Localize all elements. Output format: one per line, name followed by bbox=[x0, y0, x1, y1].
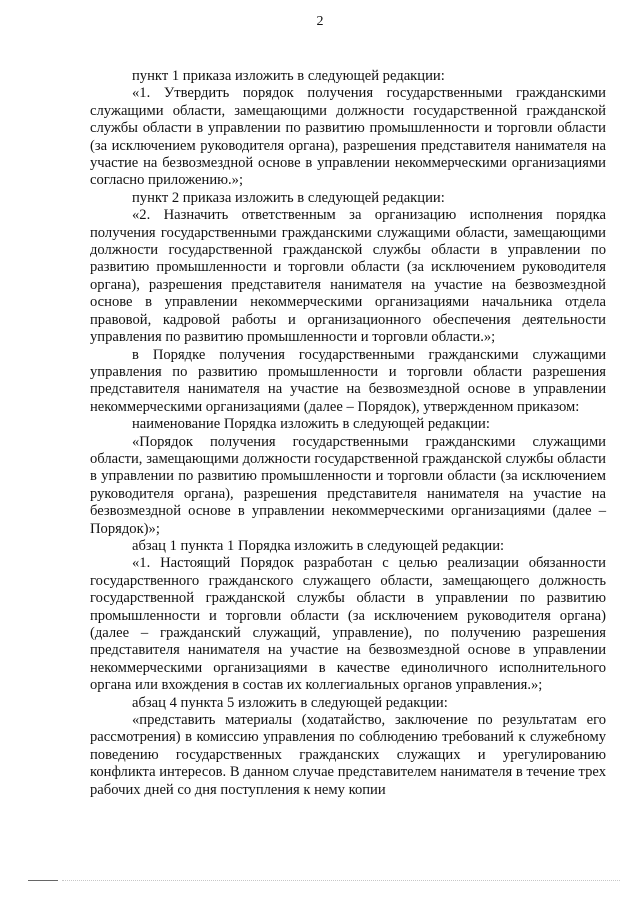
page-number: 2 bbox=[316, 14, 324, 29]
paragraph: абзац 1 пункта 1 Порядка изложить в следующей редакции: bbox=[132, 537, 505, 554]
paragraph: наименование Порядка изложить в следующей редакции: bbox=[132, 416, 490, 433]
paragraph: «1. Настоящий Порядок разработан с целью реализации обязанности государственного гражданского служащего области, замещающего должность государственной гражданской службы области в управлении по развитию промышленности и торговли области (за исключением руководителя органа) (далее – гражданский служащий, управление), по получению разрешения представителя нанимателя на участие на безвозмездной основе в управлении некоммерческими организациями в качестве единоличного исполнительного органа или вхождения в состав их коллегиальных органов управления.»; bbox=[90, 555, 606, 694]
paragraph: абзац 4 пункта 5 изложить в следующей редакции: bbox=[132, 694, 448, 711]
paragraph: пункт 1 приказа изложить в следующей редакции: bbox=[132, 68, 445, 84]
paragraph: «2. Назначить ответственным за организацию исполнения порядка получения государственными гражданскими служащими области, замещающими должности государственной гражданской службы области в управлении по развитию промышленности и торговли области (за исключением руководителя органа), разрешения представителя нанимателя на участие на безвозмездной основе в управлении некоммерческими организациями начальника отдела правовой, кадровой работы и организационного обеспечения деятельности управления по развитию промышленности и торговли области.»; bbox=[90, 207, 606, 346]
scan-artifact-line bbox=[62, 880, 620, 881]
document-body bbox=[90, 68, 606, 799]
paragraph: «1. Утвердить порядок получения государственными гражданскими служащими области, замещающими должности государственной гражданской службы области в управлении по развитию промышленности и торговли области (за исключением руководителя органа), разрешения представителя нанимателя на участие на безвозмездной основе в управлении некоммерческими организациями согласно приложению.»; bbox=[90, 85, 606, 189]
paragraph: пункт 2 приказа изложить в следующей редакции: bbox=[132, 189, 445, 206]
footer-rule bbox=[28, 880, 58, 881]
paragraph: «Порядок получения государственными гражданскими служащими области, замещающими должности государственной гражданской службы области в управлении по развитию промышленности и торговли области (за исключением руководителя органа), разрешения представителя нанимателя на участие на безвозмездной основе в управлении некоммерческими организациями (далее – Порядок)»; bbox=[90, 433, 606, 537]
paragraph: «представить материалы (ходатайство, заключение по результатам его рассмотрения) в комиссию управления по соблюдению требований к служебному поведению государственных гражданских служащих и урегулированию конфликта интересов. В данном случае представителем нанимателя в течение трех рабочих дней со дня поступления к нему копии bbox=[90, 712, 606, 798]
paragraph: в Порядке получения государственными гражданскими служащими управления по развитию промышленности и торговли области разрешения представителя нанимателя на участие на безвозмездной основе в управлении некоммерческими организациями (далее – Порядок), утвержденном приказом: bbox=[90, 346, 606, 415]
